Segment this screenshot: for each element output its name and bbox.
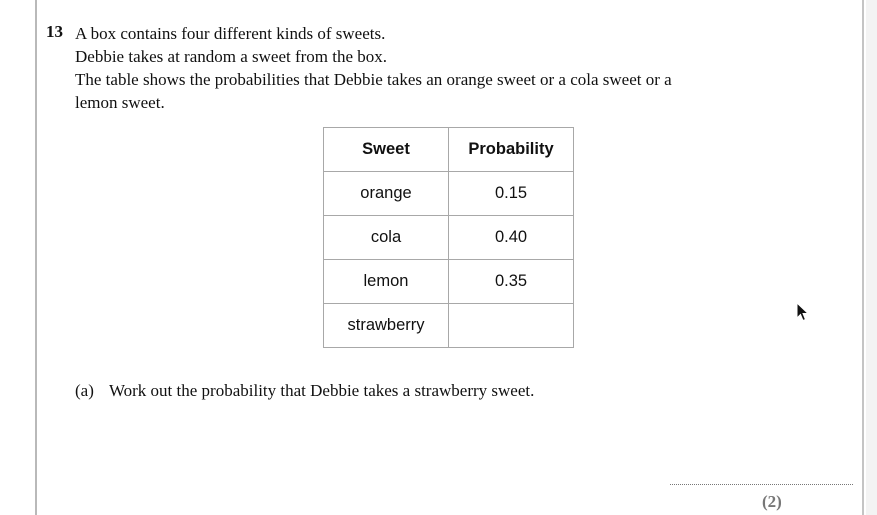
header-sweet: Sweet — [324, 128, 449, 172]
probability-table — [323, 127, 574, 348]
page-left-border — [35, 0, 37, 515]
sweet-cell: orange — [324, 172, 449, 216]
question-text — [75, 22, 775, 114]
question-line: lemon sweet. — [75, 93, 165, 112]
sweet-cell: cola — [324, 216, 449, 260]
part-a-text: Work out the probability that Debbie takes a strawberry sweet. — [108, 381, 535, 400]
probability-cell: 0.15 — [449, 172, 574, 216]
probability-cell: 0.40 — [449, 216, 574, 260]
question-number: 13 — [46, 22, 63, 41]
probability-cell-empty[interactable] — [449, 304, 574, 348]
page-right-border — [862, 0, 864, 515]
sweet-cell: strawberry — [324, 304, 449, 348]
marks-label: (2) — [762, 492, 782, 511]
question-line: A box contains four different kinds of sweets. — [75, 24, 386, 43]
mouse-pointer-icon — [796, 302, 810, 322]
table-row — [324, 216, 574, 260]
table-row — [324, 172, 574, 216]
table-header-row — [324, 128, 574, 172]
table-row — [324, 260, 574, 304]
probability-cell: 0.35 — [449, 260, 574, 304]
page-right-margin — [866, 0, 877, 515]
sweet-cell: lemon — [324, 260, 449, 304]
header-probability: Probability — [449, 128, 574, 172]
part-a-label: (a) — [75, 381, 94, 400]
question-line: Debbie takes at random a sweet from the box. — [75, 47, 388, 66]
answer-line[interactable] — [670, 484, 853, 485]
part-a — [75, 381, 534, 401]
question-line: The table shows the probabilities that Debbie takes an orange sweet or a cola sweet or a — [75, 70, 672, 89]
table-row — [324, 304, 574, 348]
